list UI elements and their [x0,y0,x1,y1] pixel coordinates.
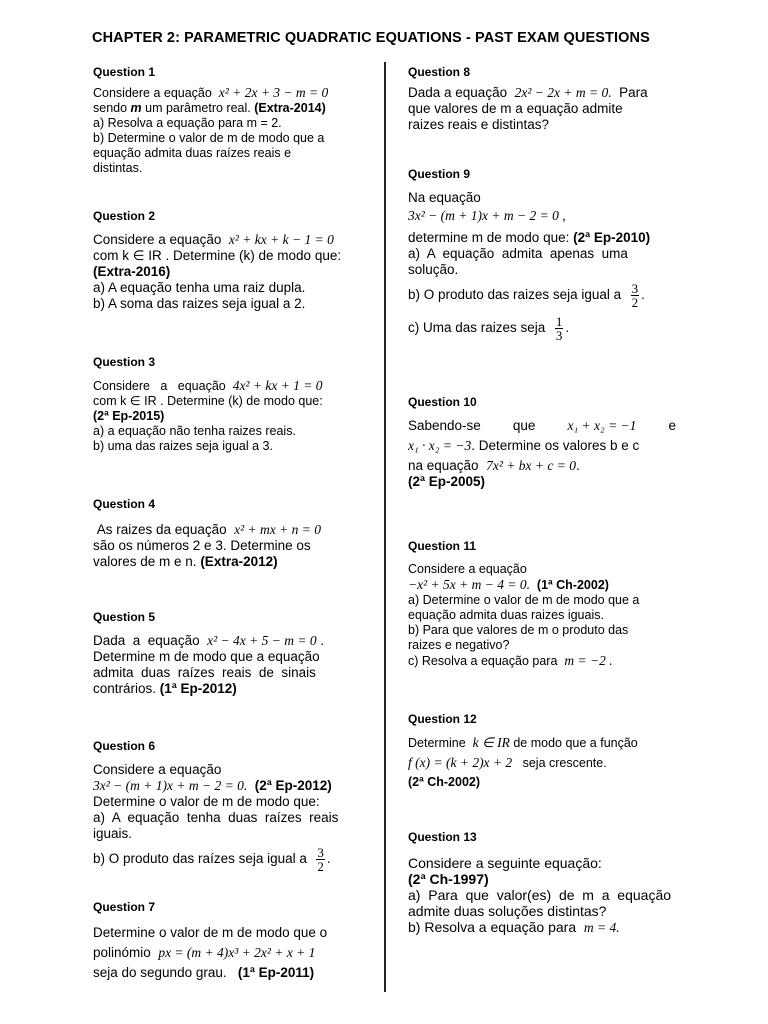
question-text: determine m de modo que: [408,230,570,245]
exam-source: (2ª Ep-2005) [408,474,486,489]
question-10: Question 10 Sabendo-se que x₁ + x₂ = −1 e x₁ · x₂ = −3. Determine os valores b e c na equação 7x² + bx + c = 0. (2ª Ep-2005) [408,395,676,489]
question-heading: Question 4 [93,497,156,511]
question-heading: Question 8 [408,65,471,79]
item-a: a) Resolva a equação para m = 2. [93,116,282,130]
item-a-cont: solução. [408,262,459,277]
question-text: com k ∈ IR . Determine (k) de modo que: [93,248,342,263]
item-a: a) a equação não tenha raizes reais. [93,424,296,438]
equation: x² + 2x + 3 − m = 0 [218,85,329,100]
frac-numerator: 3 [317,845,324,860]
fraction [316,846,325,873]
param-m: m [130,101,142,115]
question-text: seja do segundo grau. [93,965,227,980]
question-text: Considere a equação [93,232,222,247]
item-b-cont: equação admita duas raízes reais e [93,146,292,160]
item-c: c) Uma das raizes seja [408,320,546,336]
question-text: As raizes da equação [96,522,227,537]
question-5: Question 5 Dada a equação x² − 4x + 5 − m = 0 . Determine m de modo que a equação admita duas raízes reais de sinais contrários. (1ª Ep-2012) [93,609,353,697]
question-heading: Question 1 [93,65,156,79]
question-text: Considere a equação [93,86,212,100]
exam-source: (1ª Ch-2002) [536,578,609,592]
question-text: de modo que a função [513,736,638,750]
fraction [631,282,640,309]
equation: 3x² − (m + 1)x + m − 2 = 0. [93,778,248,793]
item-c: c) Resolva a equação para [408,654,558,668]
question-text: Determine m de modo que a equação [93,649,320,664]
frac-numerator: 1 [555,314,563,329]
question-text: Na equação [408,190,481,205]
exam-source: (2ª Ep-2015) [93,409,165,423]
question-text: valores de m e n. [93,554,201,569]
equation: 2x² − 2x + m = 0. [514,85,612,100]
question-text: Dada a equação [408,85,508,100]
exam-source: (1ª Ep-2011) [237,965,315,980]
equation: x² + mx + n = 0 [234,522,321,537]
question-text: Dada a equação [93,633,200,648]
exam-source: (2ª Ep-2010) [573,230,651,245]
fraction [555,315,564,342]
item-b: b) Para que valores de m o produto das [408,623,629,637]
question-text: e [668,418,676,433]
text: sendo [93,101,131,115]
item-b: b) Resolva a equação para [408,919,577,935]
question-text: Para [619,85,648,100]
question-heading: Question 5 [93,610,156,624]
item-a: a) A equação admita apenas uma [408,246,628,261]
exam-source: (Extra-2012) [200,554,278,569]
question-7 [93,899,358,981]
equation: x² − 4x + 5 − m = 0 [207,633,317,648]
exam-source: (2ª Ch-1997) [408,871,489,887]
frac-denominator: 2 [631,295,639,310]
question-text: Determine o valor de m de modo que: [93,794,320,809]
question-heading: Question 3 [93,355,156,369]
equation: 7x² + bx + c = 0 [486,458,576,473]
equation: 3x² − (m + 1)x + m − 2 = 0 , [408,208,566,223]
question-text: seja crescente. [522,756,607,770]
question-heading: Question 10 [408,395,477,409]
item-a: a) A equação tenha uma raiz dupla. [93,280,306,295]
question-6: Question 6 Considere a equação 3x² − (m + 1)x + m − 2 = 0. (2ª Ep-2012) Determine o valor de m de modo que: a) A equação tenha duas raízes reais iguais. b) O produto das raízes seja igual a $\frac{3}{2}$ . [93,738,358,873]
equation: f (x) = (k + 2)x + 2 [408,755,513,770]
equation: x₁ · x₂ = −3 [408,438,472,453]
question-13 [408,829,680,936]
question-text: Determine [408,736,466,750]
frac-denominator: 3 [555,328,563,343]
question-heading: Question 6 [93,739,156,753]
question-text: com k ∈ IR . Determine (k) de modo que: [93,394,323,408]
question-heading: Question 9 [408,167,471,181]
equation: m = 4. [583,920,620,935]
question-heading: Question 7 [93,900,156,914]
question-text: contrários. [93,681,160,696]
question-text: Considere a seguinte equação: [408,855,602,871]
item-a: a) Para que valor(es) de m a equação [408,887,672,903]
item-a-cont: admite duas soluções distintas? [408,903,607,919]
item-b-cont: raizes e negativo? [408,638,510,652]
question-text: que [512,418,536,433]
exam-source: (1ª Ep-2012) [159,681,237,696]
item-b: b) Determine o valor de m de modo que a [93,131,325,145]
question-heading: Question 13 [408,830,477,844]
equation: −x² + 5x + m − 4 = 0. [408,577,530,592]
question-8 [408,64,678,133]
item-a: a) A equação tenha duas raízes reais [93,810,339,825]
equation: m = −2 . [564,653,613,668]
exam-source: (2ª Ep-2012) [254,778,332,793]
question-heading: Question 11 [408,539,477,553]
question-heading: Question 12 [408,712,477,726]
question-3 [93,355,343,454]
column-divider [384,62,386,992]
frac-numerator: 3 [631,281,639,296]
page-title: CHAPTER 2: PARAMETRIC QUADRATIC EQUATIONS - PAST EXAM QUESTIONS [92,30,650,46]
question-text: Considere a equação [93,379,226,393]
question-text: admita duas raízes reais de sinais [93,665,316,680]
item-b: b) O produto das raizes seja igual a [408,287,622,303]
equation: px = (m + 4)x³ + 2x² + x + 1 [158,945,316,960]
question-text: Considere a equação [93,762,222,777]
exam-source: (Extra-2014) [254,101,326,115]
question-1 [93,65,343,176]
frac-denominator: 2 [317,859,324,874]
question-text: polinómio [93,945,151,960]
item-b-cont: distintas. [93,161,143,175]
question-text: que valores de m a equação admite [408,101,623,116]
item-b: b) uma das raizes seja igual a 3. [93,439,273,453]
question-text: Determine o valor de m de modo que o [93,925,328,940]
question-text: são os números 2 e 3. Determine os [93,538,311,553]
equation: 4x² + kx + 1 = 0 [232,378,323,393]
question-11 [408,539,668,669]
question-2 [93,208,358,312]
question-text: . Determine os valores b e c [471,438,640,453]
exam-source: (Extra-2016) [93,264,171,279]
item-b: b) A soma das raizes seja igual a 2. [93,296,306,311]
equation: x₁ + x₂ = −1 [567,418,637,433]
question-12 [408,712,678,790]
exam-source: (2ª Ch-2002) [408,775,481,789]
equation: k ∈ IR [472,735,510,750]
question-text: Considere a equação [408,562,527,576]
item-a: a) Determine o valor de m de modo que a [408,593,640,607]
question-text: Sabendo-se [408,418,481,433]
item-b: b) O produto das raízes seja igual a [93,851,307,867]
question-heading: Question 2 [93,209,156,223]
text: um parâmetro real. [141,101,255,115]
item-a-cont: equação admita duas raizes iguais. [408,608,604,622]
item-a-cont: iguais. [93,826,133,841]
equation: x² + kx + k − 1 = 0 [228,232,334,247]
question-text: na equação [408,458,479,473]
question-9: Question 9 Na equação 3x² − (m + 1)x + m − 2 = 0 , determine m de modo que: (2ª Ep-2010) a) A equação admita apenas uma solução. b) O produto das raizes seja igual a $\frac{3}{2}$ . c) Uma das raizes seja $\frac{1}{3}$ . [408,166,678,342]
question-4 [93,496,358,570]
question-text: raizes reais e distintas? [408,117,550,132]
